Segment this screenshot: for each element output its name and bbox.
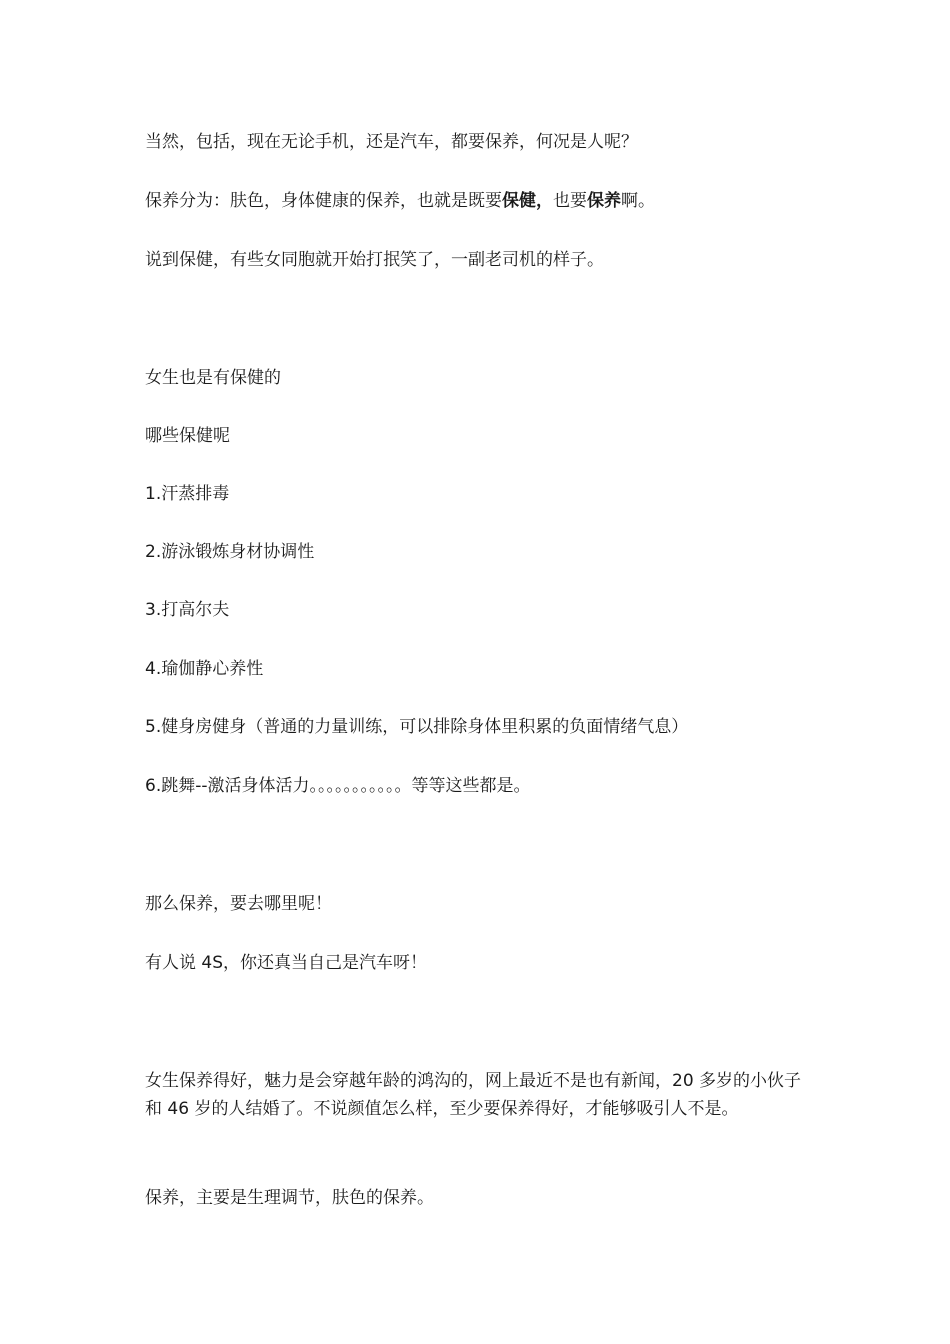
paragraph-women-charm: 女生保养得好，魅力是会穿越年龄的鸿沟的，网上最近不是也有新闻，20 多岁的小伙子和 46 岁的人结婚了。不说颜值怎么样，至少要保养得好，才能够吸引人不是。 bbox=[145, 1071, 802, 1119]
paragraph-women-health: 女生也是有保健的 bbox=[145, 368, 281, 388]
list-item: 5.健身房健身（普通的力量训练，可以排除身体里积累的负面情绪气息） bbox=[145, 717, 689, 737]
bold-text-health: 保健， bbox=[502, 191, 553, 211]
text-segment: 保养分为：肤色，身体健康的保养，也就是既要 bbox=[145, 191, 502, 211]
list-item: 2.游泳锻炼身材协调性 bbox=[145, 542, 315, 562]
paragraph-maintenance-types bbox=[145, 187, 810, 215]
text-segment: 也要 bbox=[553, 191, 587, 211]
paragraph-which-health: 哪些保健呢 bbox=[145, 426, 230, 446]
bold-text-maintain: 保养 bbox=[587, 191, 621, 211]
list-item: 3.打高尔夫 bbox=[145, 600, 230, 620]
paragraph-4s-joke: 有人说 4S，你还真当自己是汽车呀！ bbox=[145, 953, 428, 973]
list-item: 6.跳舞--激活身体活力。。。。。。。。。。。等等这些都是。 bbox=[145, 776, 531, 796]
paragraph-maintenance-intro: 当然，包括，现在无论手机，还是汽车，都要保养，何况是人呢？ bbox=[145, 132, 638, 152]
text-segment: 啊。 bbox=[621, 191, 655, 211]
paragraph-where-maintain: 那么保养，要去哪里呢！ bbox=[145, 894, 332, 914]
paragraph-main-maintenance: 保养，主要是生理调节，肤色的保养。 bbox=[145, 1188, 434, 1208]
paragraph-health-joke: 说到保健，有些女同胞就开始打抿笑了，一副老司机的样子。 bbox=[145, 250, 604, 270]
list-item: 1.汗蒸排毒 bbox=[145, 484, 230, 504]
list-item: 4.瑜伽静心养性 bbox=[145, 659, 264, 679]
